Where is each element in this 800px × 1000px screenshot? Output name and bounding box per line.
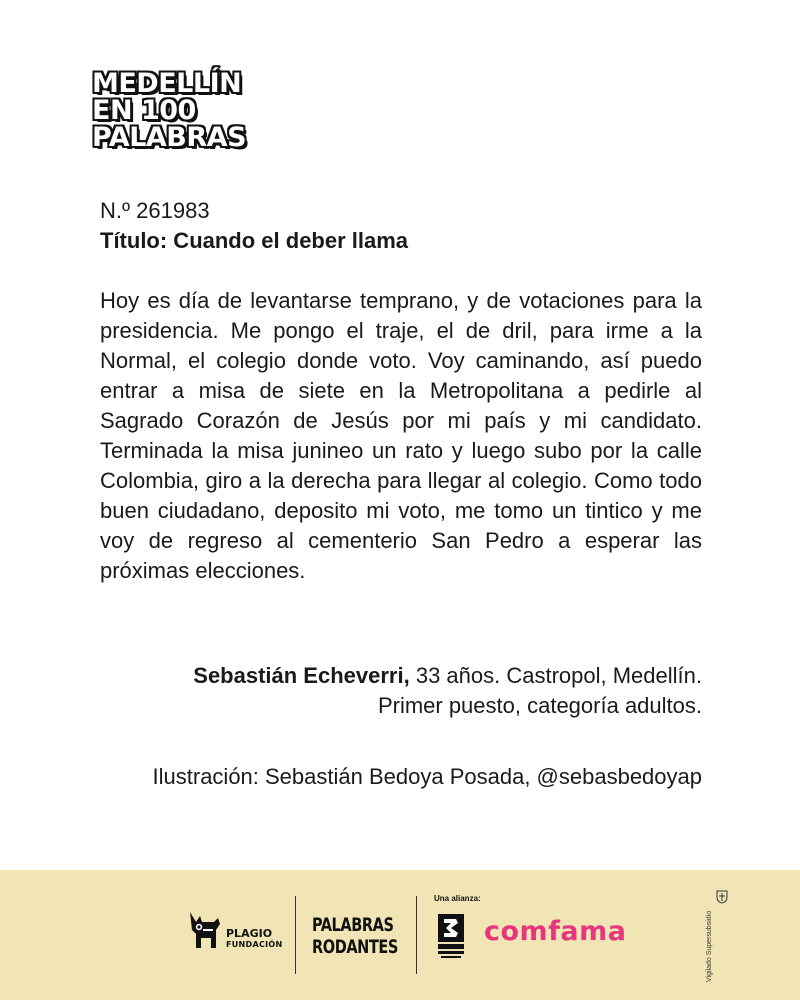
story-title: Título: Cuando el deber llama bbox=[100, 228, 409, 253]
author-credit bbox=[193, 661, 702, 721]
shield-icon bbox=[716, 890, 728, 904]
logo-line-2: EN 100 bbox=[92, 95, 196, 126]
story-number: N.º 261983 bbox=[100, 198, 210, 223]
plagio-dog-icon bbox=[186, 910, 222, 950]
comfama-logo: comfama bbox=[484, 916, 627, 947]
illustration-credit: Ilustración: Sebastián Bedoya Posada, @sebasbedoyap bbox=[152, 764, 702, 789]
metro-de-medellin-logo bbox=[436, 912, 466, 960]
rodantes-line-1: PALABRAS bbox=[312, 914, 394, 936]
logo-line-3: PALABRAS bbox=[92, 122, 247, 153]
sponsor-footer bbox=[0, 870, 800, 1000]
plagio-logo bbox=[186, 910, 283, 950]
author-name: Sebastián Echeverri, bbox=[193, 663, 410, 688]
author-line bbox=[193, 661, 702, 691]
story-text: Hoy es día de levantarse temprano, y de votaciones para la presidencia. Me pongo el traje, el de dril, para irme a la Normal, el colegio donde voto. Voy caminando, así puedo entrar a misa de siete en la Metropolitana a pedirle al Sagrado Corazón de Jesús por mi país y mi candidato. Terminada la misa junineo un rato y luego subo por la calle Colombia, giro a la derecha para llegar al colegio. Como todo buen ciudadano, deposito mi voto, me tomo un tintico y me voy de regreso al cementerio San Pedro a esperar las próximas elecciones. bbox=[100, 288, 702, 583]
logo-line-1: MEDELLÍN bbox=[92, 68, 242, 99]
medellin-100-palabras-logo bbox=[92, 70, 246, 151]
plagio-label: PLAGIO bbox=[226, 927, 273, 940]
author-award: Primer puesto, categoría adultos. bbox=[377, 693, 702, 718]
vigilado-supersubsidio-label: Vigilado Supersubsidio bbox=[706, 910, 713, 982]
story-block bbox=[100, 196, 702, 586]
rodantes-line-2: RODANTES bbox=[312, 936, 398, 958]
palabras-rodantes-logo bbox=[312, 914, 398, 958]
alianza-label: Una alianza: bbox=[434, 894, 481, 903]
divider-1 bbox=[295, 896, 296, 974]
divider-2 bbox=[416, 896, 417, 974]
author-details: 33 años. Castropol, Medellín. bbox=[409, 663, 702, 688]
fundacion-label: FUNDACIÓN bbox=[226, 940, 283, 949]
